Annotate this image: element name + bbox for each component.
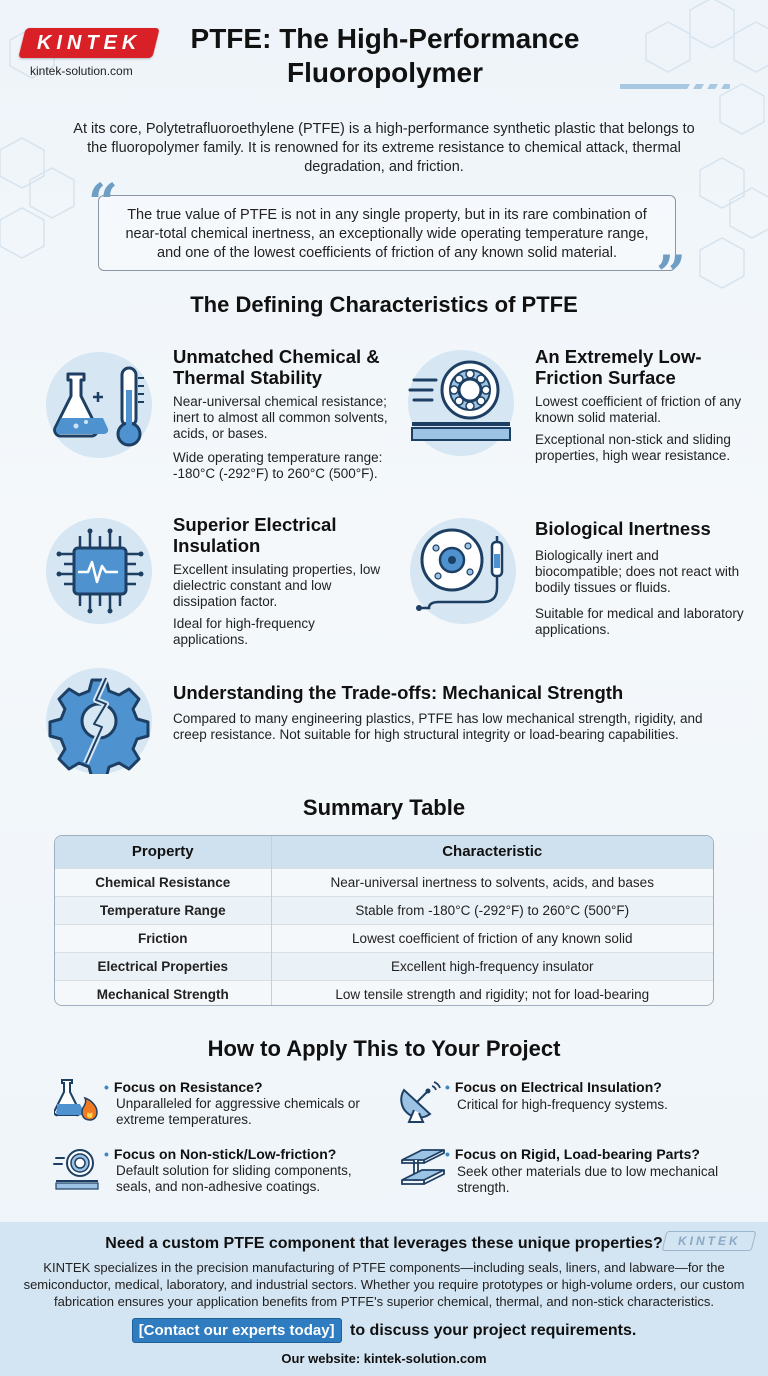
feature-title-electrical: Superior Electrical Insulation [173,514,337,556]
feature-text-chemical-thermal-1: Near-universal chemical resistance; inert to almost all common solvents, acids, or bases. [173,394,388,441]
table-cell-characteristic: Lowest coefficient of friction of any known solid [271,924,713,952]
table-cell-characteristic: Excellent high-frequency insulator [271,952,713,980]
apply-title-load-bearing: • Focus on Rigid, Load-bearing Parts? [445,1146,700,1163]
apply-heading: How to Apply This to Your Project [207,1036,561,1061]
table-row [55,896,713,924]
feature-text-biological-1: Biologically inert and biocompatible; does not react with bodily tissues or fluids. [535,548,740,595]
broken-gear-icon [46,668,152,774]
bearing-icon [52,1146,102,1192]
feature-text-low-friction-1: Lowest coefficient of friction of any known solid material. [535,394,742,425]
apply-text-resistance: Unparalleled for aggressive chemicals or extreme temperatures. [116,1096,360,1127]
table-header-property: Property [55,836,271,868]
table-row [55,868,713,896]
summary-heading: Summary Table [302,795,466,820]
apply-text-electrical: Critical for high-frequency systems. [457,1097,668,1112]
apply-text-low-friction: Default solution for sliding components, seals, and non-adhesive coatings. [116,1163,352,1194]
table-cell-characteristic: Near-universal inertness to solvents, acids, and bases [271,868,713,896]
table-cell-property: Temperature Range [55,896,271,924]
apply-title-resistance: • Focus on Resistance? [104,1079,263,1096]
feature-text-chemical-thermal-2: Wide operating temperature range: -180°C (-292°F) to 260°C (500°F). [173,450,383,481]
table-cell-property: Electrical Properties [55,952,271,980]
footer-kintek-badge: KINTEK [662,1231,757,1251]
satellite-dish-icon [398,1078,448,1124]
cta-tail-text: to discuss your project requirements. [350,1322,637,1339]
flask-thermometer-icon [46,352,152,458]
feature-text-electrical-1: Excellent insulating properties, low dielectric constant and low dissipation factor. [173,562,381,609]
footer-website[interactable]: Our website: kintek-solution.com [281,1351,487,1366]
key-quote: The true value of PTFE is not in any single property, but in its rare combination of near-total chemical inertness, an exceptionally wide operating temperature range, and one of the lowest coefficients of friction of any known solid material. [98,195,676,271]
table-cell-property: Chemical Resistance [55,868,271,896]
bearing-icon [408,350,514,456]
chip-icon [46,518,152,624]
close-quote-icon: ” [656,245,686,306]
apply-title-electrical: • Focus on Electrical Insulation? [445,1079,662,1096]
cta-row [0,1318,768,1343]
open-quote-icon: “ [88,173,118,234]
decorative-stripe [620,84,730,90]
apply-text-load-bearing: Seek other materials due to low mechanical strength. [457,1164,719,1195]
table-cell-characteristic: Stable from -180°C (-292°F) to 260°C (500°F) [271,896,713,924]
kintek-logo-badge: KINTEK [18,28,159,58]
characteristics-heading: The Defining Characteristics of PTFE [190,292,578,317]
intro-paragraph: At its core, Polytetrafluoroethylene (PTFE) is a high-performance synthetic plastic that belongs to the fluoropolymer family. It is renowned for its extreme resistance to chemical attack, thermal degradation, and friction. [73,121,695,175]
brand-logo[interactable] [22,28,162,78]
table-header-characteristic: Characteristic [271,836,713,868]
table-cell-property: Friction [55,924,271,952]
feature-title-low-friction: An Extremely Low-Friction Surface [535,346,702,388]
feature-text-biological-2: Suitable for medical and laboratory applications. [535,606,744,637]
feature-text-electrical-2: Ideal for high-frequency applications. [173,616,315,647]
cell-catheter-icon [410,518,516,624]
feature-title-mechanical: Understanding the Trade-offs: Mechanical Strength [173,682,624,703]
flask-flame-icon [54,1076,104,1122]
contact-experts-button[interactable]: [Contact our experts today] [132,1318,342,1343]
table-row [55,952,713,980]
table-cell-property: Mechanical Strength [55,980,271,1006]
feature-text-mechanical: Compared to many engineering plastics, PTFE has low mechanical strength, rigidity, and creep resistance. Not suitable for high structural integrity or load-bearing capabilities. [173,711,703,742]
table-cell-characteristic: Low tensile strength and rigidity; not for load-bearing [271,980,713,1006]
apply-title-low-friction: • Focus on Non-stick/Low-friction? [104,1146,336,1163]
footer-heading: Need a custom PTFE component that leverages these unique properties? [105,1235,663,1252]
feature-text-low-friction-2: Exceptional non-stick and sliding properties, high wear resistance. [535,432,731,463]
table-row [55,924,713,952]
logo-url[interactable]: kintek-solution.com [30,64,133,78]
feature-title-biological: Biological Inertness [535,518,711,539]
summary-table [54,835,714,1006]
page-title: PTFE: The High-Performance Fluoropolymer [190,23,580,88]
feature-title-chemical-thermal: Unmatched Chemical & Thermal Stability [173,346,380,388]
footer-body: KINTEK specializes in the precision manufacturing of PTFE components—including seals, liners, and labware—for the semiconductor, medical, laboratory, and industrial sectors. Whether you require prototypes or high-volume orders, our custom fabrication ensures your application benefits from PTFE's superior chemical, thermal, and non-stick characteristics. [23,1260,745,1309]
table-row [55,980,713,1006]
i-beam-icon [398,1146,448,1192]
